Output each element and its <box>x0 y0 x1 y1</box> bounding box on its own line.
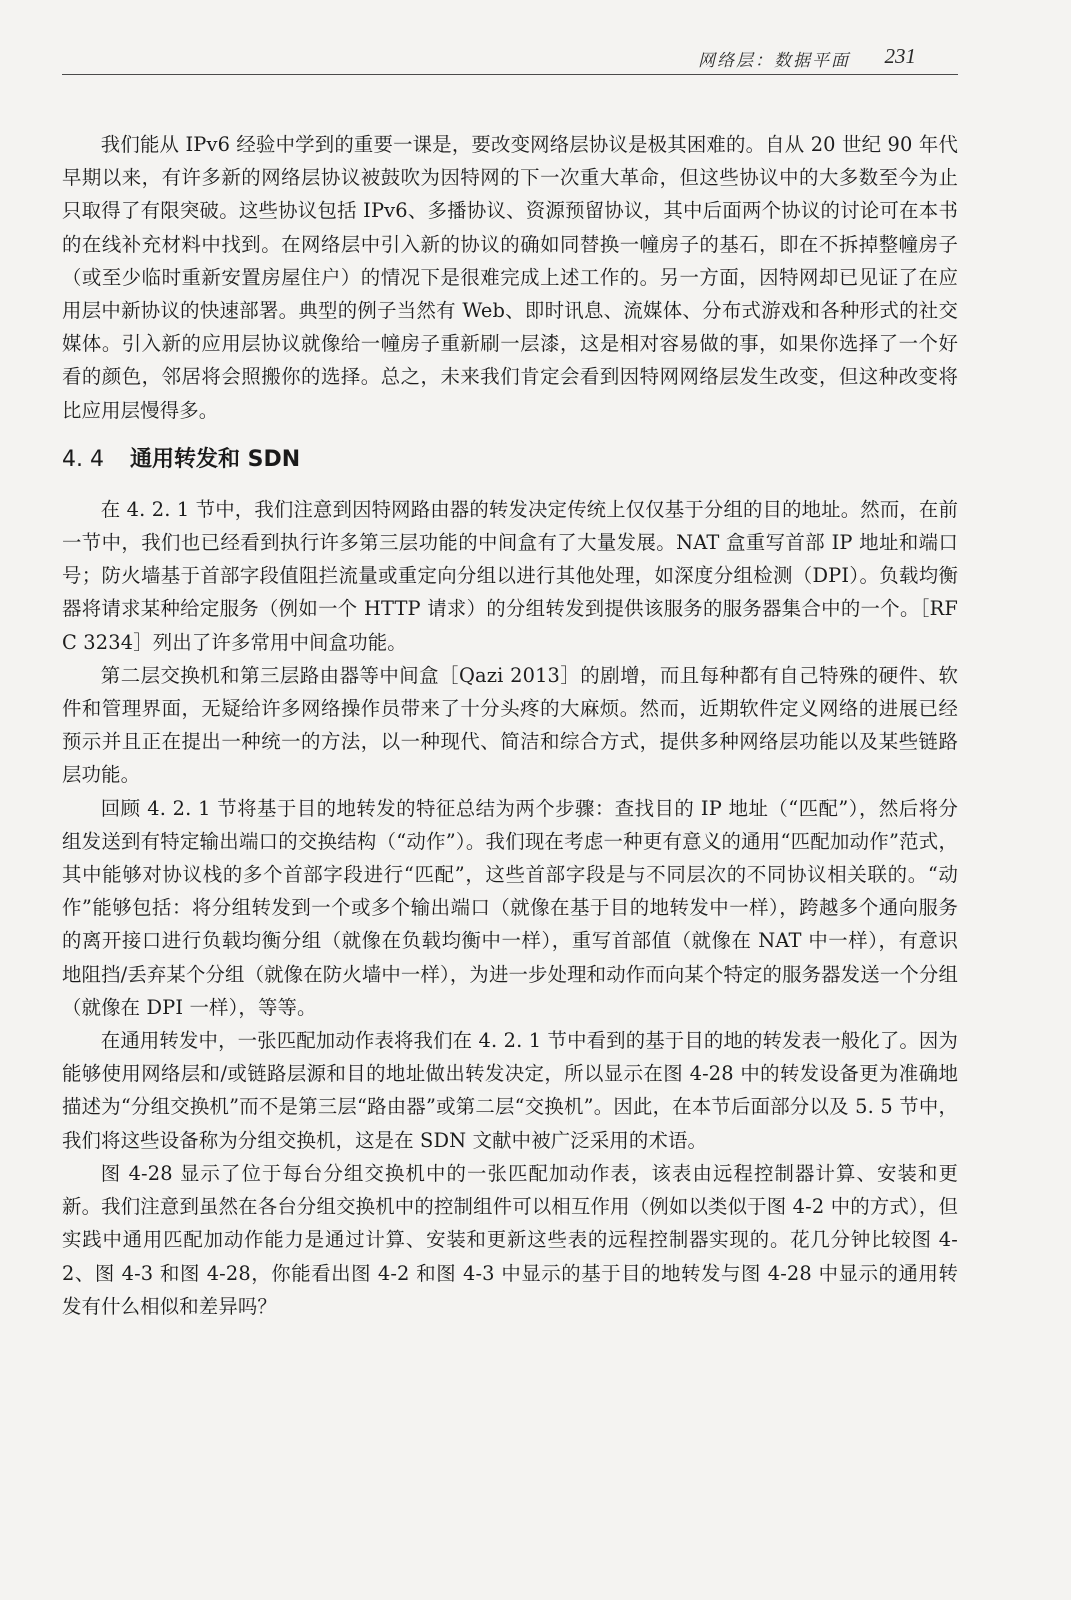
paragraph: 第二层交换机和第三层路由器等中间盒［Qazi 2013］的剧增，而且每种都有自己特殊的硬件、软件和管理界面，无疑给许多网络操作员带来了十分头疼的大麻烦。然而，近期软件定义网络的进展已经预示并且正在提出一种统一的方法，以一种现代、简洁和综合方式，提供多种网络层功能以及某些链路层功能。 <box>62 663 958 787</box>
page-number: 231 <box>884 44 916 68</box>
paragraph-intro: 我们能从 IPv6 经验中学到的重要一课是，要改变网络层协议是极其困难的。自从 20 世纪 90 年代早期以来，有许多新的网络层协议被鼓吹为因特网的下一次重大革命，但这些协议中的大多数至今为止只取得了有限突破。这些协议包括 IPv6、多播协议、资源预留协议，其中后面两个协议的讨论可在本书的在线补充材料中找到。在网络层中引入新的协议的确如同替换一幢房子的基石，即在不拆掉整幢房子（或至少临时重新安置房屋住户）的情况下是很难完成上述工作的。另一方面，因特网却已见证了在应用层中新协议的快速部署。典型的例子当然有 Web、即时讯息、流媒体、分布式游戏和各种形式的社交媒体。引入新的应用层协议就像给一幢房子重新刷一层漆，这是相对容易做的事，如果你选择了一个好看的颜色，邻居将会照搬你的选择。总之，未来我们肯定会看到因特网网络层发生改变，但这种改变将比应用层慢得多。 <box>62 133 958 422</box>
section-number: 4. 4 <box>62 446 104 472</box>
running-header <box>62 38 958 75</box>
section-title: 通用转发和 SDN <box>129 446 301 472</box>
paragraph: 回顾 4. 2. 1 节将基于目的地转发的特征总结为两个步骤：查找目的 IP 地址（“匹配”），然后将分组发送到有特定输出端口的交换结构（“动作”）。我们现在考虑一种更有意义的通用“匹配加动作”范式，其中能够对协议栈的多个首部字段进行“匹配”，这些首部字段是与不同层次的不同协议相关联的。“动作”能够包括：将分组转发到一个或多个输出端口（就像在基于目的地转发中一样），跨越多个通向服务的离开接口进行负载均衡分组（就像在负载均衡中一样），重写首部值（就像在 NAT 中一样），有意识地阻挡/丢弃某个分组（就像在防火墙中一样），为进一步处理和动作而向某个特定的服务器发送一个分组（就像在 DPI 一样），等等。 <box>62 796 958 1019</box>
paragraph: 图 4-28 显示了位于每台分组交换机中的一张匹配加动作表，该表由远程控制器计算、安装和更新。我们注意到虽然在各台分组交换机中的控制组件可以相互作用（例如以类似于图 4-2 中的方式），但实践中通用匹配加动作能力是通过计算、安装和更新这些表的远程控制器实现的。花几分钟比较图 4-2、图 4-3 和图 4-28，你能看出图 4-2 和图 4-3 中显示的基于目的地转发与图 4-28 中显示的通用转发有什么相似和差异吗？ <box>62 1161 958 1318</box>
section-heading <box>62 445 958 475</box>
running-title: 网络层：数据平面 <box>698 51 850 71</box>
page-content <box>62 128 958 1323</box>
paragraph: 在 4. 2. 1 节中，我们注意到因特网路由器的转发决定传统上仅仅基于分组的目的地址。然而，在前一节中，我们也已经看到执行许多第三层功能的中间盒有了大量发展。NAT 盒重写首部 IP 地址和端口号；防火墙基于首部字段值阻拦流量或重定向分组以进行其他处理，如深度分组检测（DPI）。负载均衡器将请求某种给定服务（例如一个 HTTP 请求）的分组转发到提供该服务的服务器集合中的一个。［RFC 3234］列出了许多常用中间盒功能。 <box>62 497 958 654</box>
paragraph: 在通用转发中，一张匹配加动作表将我们在 4. 2. 1 节中看到的基于目的地的转发表一般化了。因为能够使用网络层和/或链路层源和目的地址做出转发决定，所以显示在图 4-28 中的转发设备更为准确地描述为“分组交换机”而不是第三层“路由器”或第二层“交换机”。因此，在本节后面部分以及 5. 5 节中，我们将这些设备称为分组交换机，这是在 SDN 文献中被广泛采用的术语。 <box>62 1029 958 1152</box>
